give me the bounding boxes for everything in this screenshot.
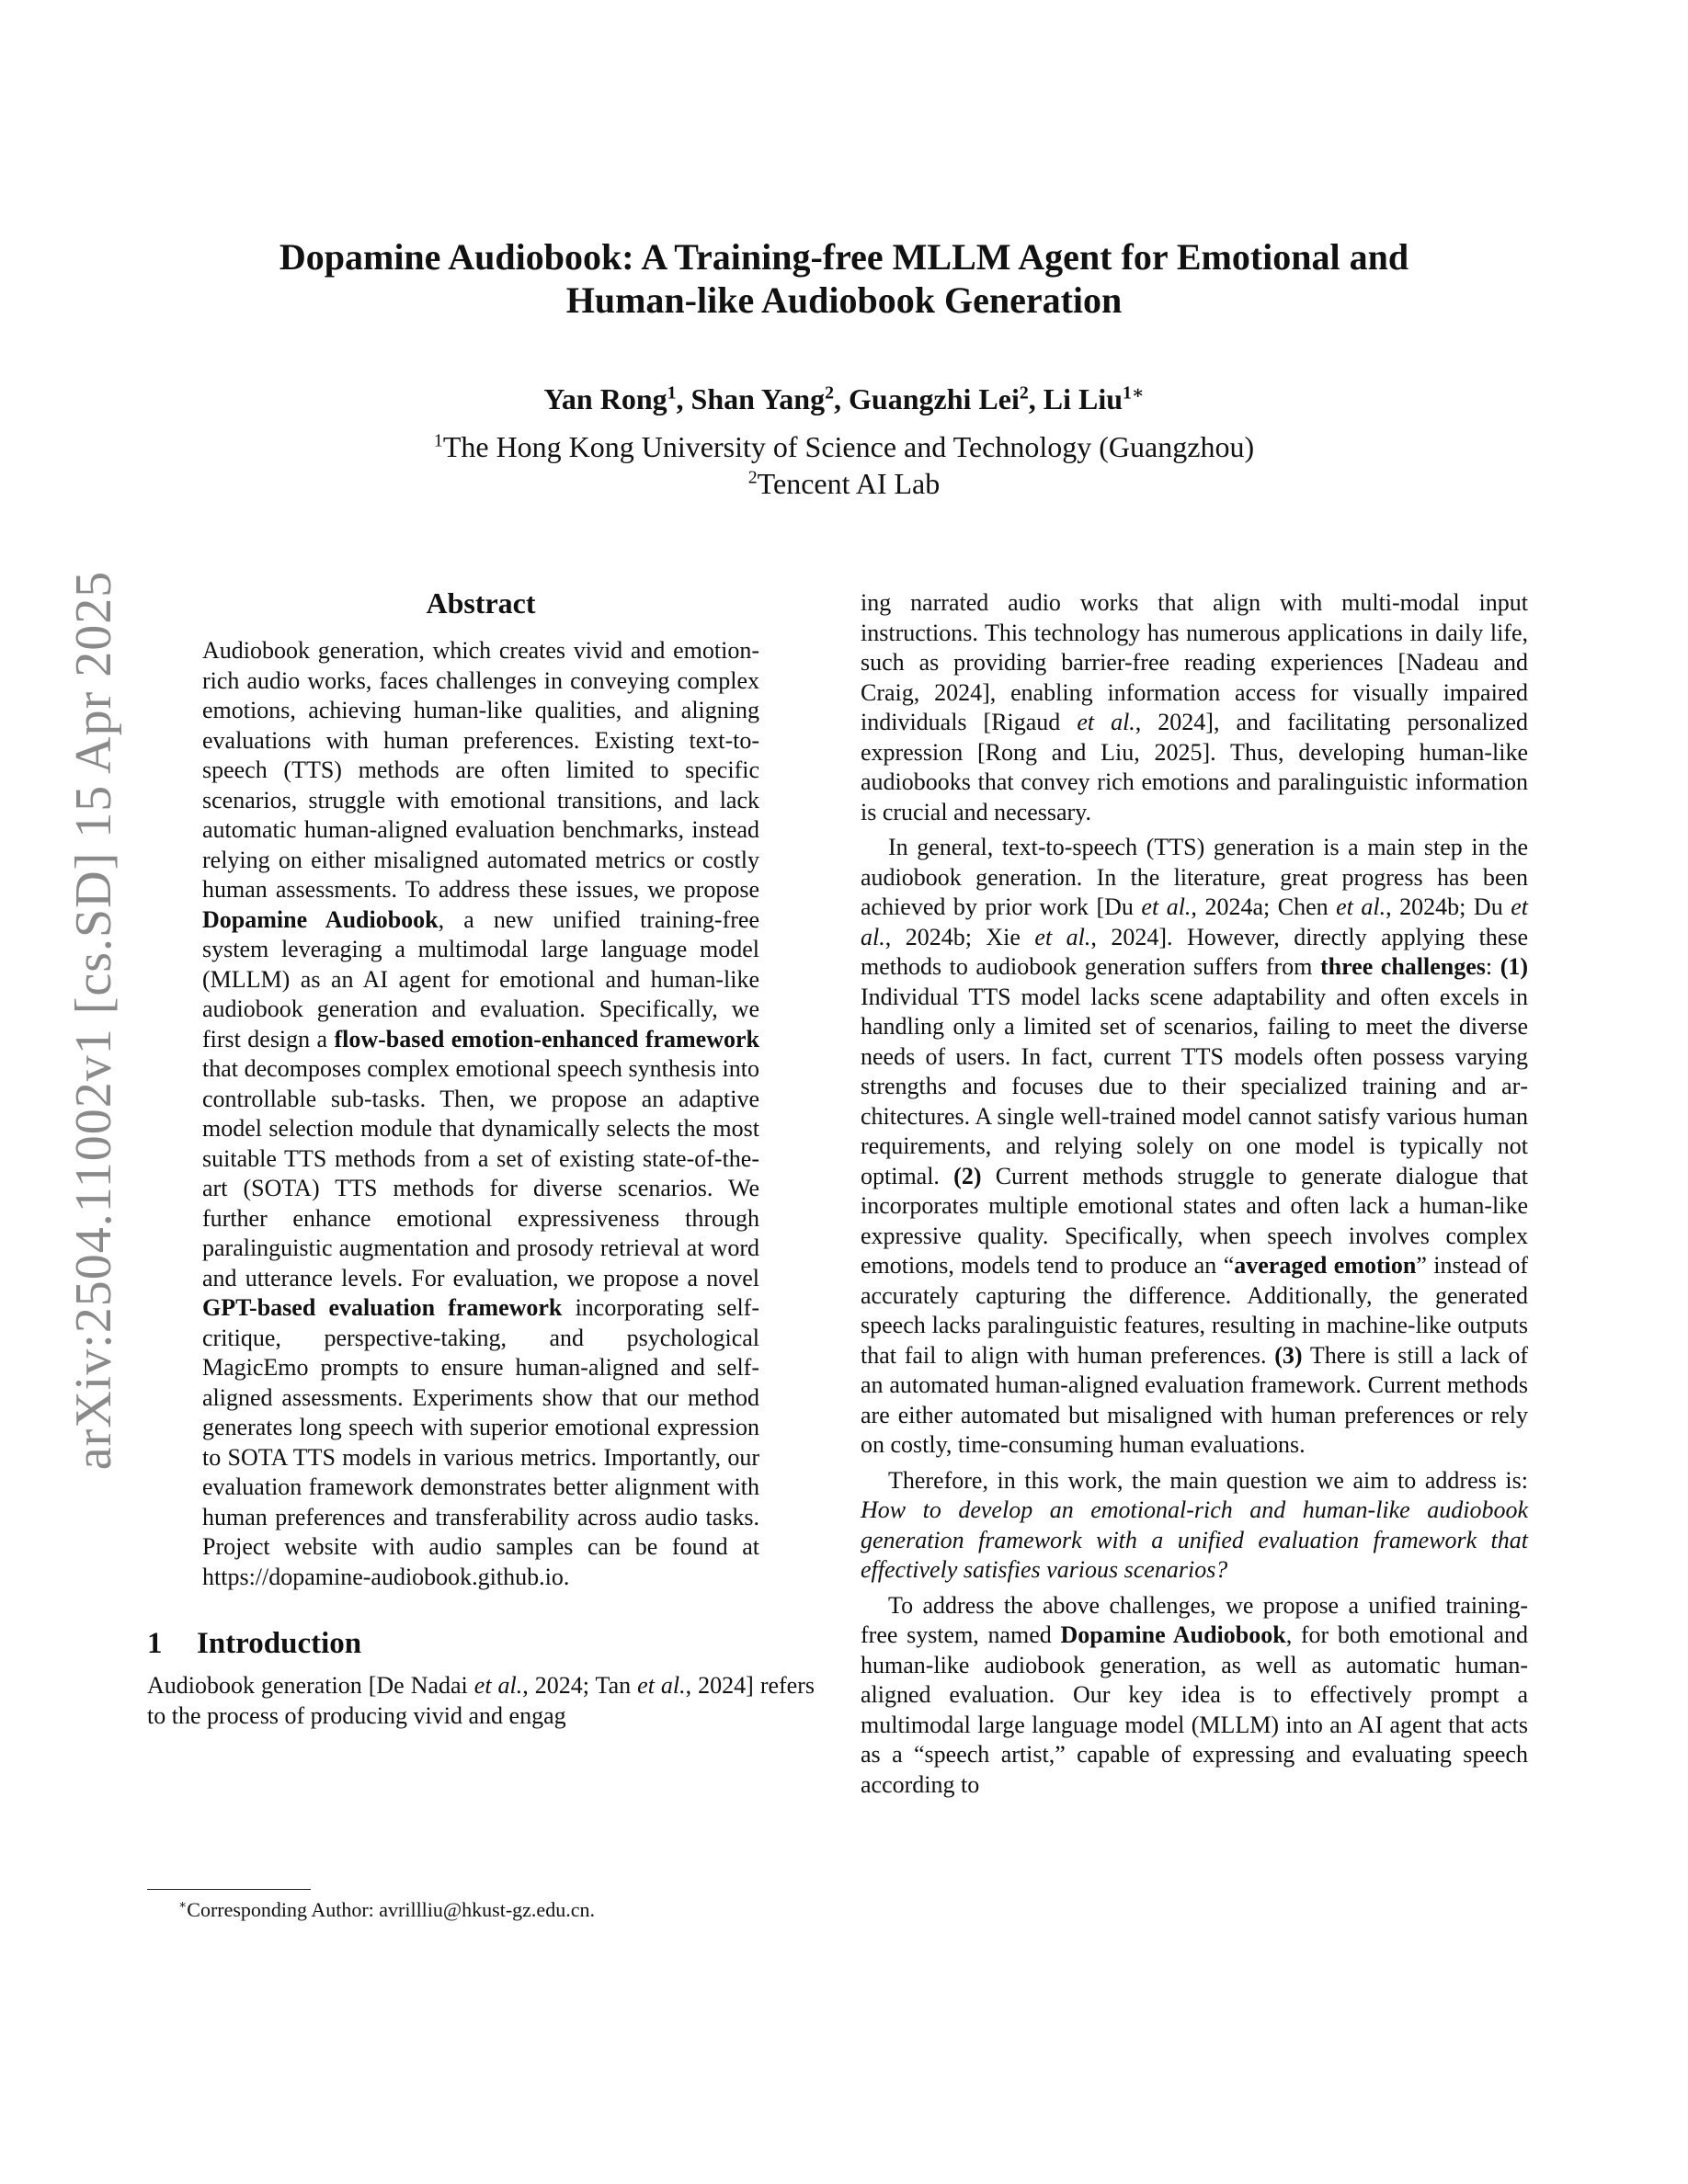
text-run: , 2024], and facilitating personalized expression [Rong and Liu, 2025]. Thus, developing human-like audiobooks that convey rich emotions and paralinguistic information is crucial and necessary. — [861, 709, 1528, 825]
paragraph — [861, 833, 1528, 1461]
abstract-bold: flow-based emotion-enhanced framework — [334, 1025, 759, 1052]
footnote-rule — [147, 1889, 311, 1890]
text-italic: et al. — [1034, 923, 1091, 950]
arxiv-id: arXiv:2504.11002v1 [cs.SD] 15 Apr 2025 — [65, 570, 122, 1471]
research-question: How to develop an emotional-rich and human-like audiobook generation framework with a unified evaluation framework that effectively satisfies various scenarios? — [861, 1496, 1528, 1583]
author-sup: 2 — [1019, 382, 1029, 404]
paper-title — [147, 235, 1541, 322]
author-sup: 1 — [667, 382, 677, 404]
text-bold: three challenges — [1319, 953, 1486, 980]
text-bold: (3) — [1274, 1341, 1303, 1369]
text-run: , 2024b; Xie — [884, 923, 1035, 950]
text-run: Therefore, in this work, the main question we aim to address is: — [888, 1466, 1528, 1494]
footnote-mark: ∗ — [178, 1897, 188, 1912]
text-italic: et al. — [1077, 709, 1135, 735]
text-run: To address the above challenges, we propose a unified training-free system, named — [861, 1591, 1528, 1648]
text-run: , 2024]. However, directly applying these methods to audiobook generation suffers from — [861, 923, 1528, 980]
text-run: Audiobook generation [De Nadai — [147, 1672, 474, 1699]
text-run: Individual TTS model lacks scene adaptability and often excels in handling only a limited set of scenarios, failing to meet the diverse needs of users. In fact, current TTS models often possess varying strengths and focuses due to their specialized training and architectures. A single well-trained model cannot satisfy various human requirements, and relying solely on one model is typically not optimal. — [861, 983, 1528, 1189]
author-name: Shan Yang — [690, 382, 826, 415]
title-line-1: Dopamine Audiobook: A Training-free MLLM Agent for Emotional and — [279, 236, 1409, 278]
author-name: Guangzhi Lei — [849, 382, 1020, 415]
text-italic: et al. — [1141, 893, 1192, 920]
section-number: 1 — [147, 1627, 163, 1660]
paragraph — [861, 1466, 1528, 1586]
text-bold: Dopamine Audiobook — [1060, 1621, 1286, 1648]
affiliations — [147, 428, 1541, 502]
footnote — [178, 1897, 595, 1923]
abstract-text — [202, 636, 759, 1592]
text-bold: (1) — [1500, 953, 1529, 980]
section-heading — [147, 1625, 815, 1662]
text-run: : — [1485, 953, 1500, 980]
text-italic: et al. — [1336, 893, 1386, 920]
left-column — [147, 585, 815, 1731]
title-line-2: Human-like Audiobook Generation — [565, 279, 1123, 321]
abstract-run: that decomposes complex emotional speech synthesis into controllable sub-tasks. Then, we propose an adaptive model selection module that dynamically selects the most suitable TTS methods from a set of existing state-of-the-art (SOTA) TTS methods for diverse scenarios. We further enhance emotional expressiveness through paralinguistic augmentation and prosody retrieval at word and utterance levels. For evaluation, we propose a novel — [202, 1055, 759, 1291]
text-run: , 2024] refers to the process of producing vivid and engag — [147, 1672, 815, 1729]
text-italic: et al. — [637, 1672, 686, 1699]
paragraph — [861, 1591, 1528, 1801]
text-run: ing narrated audio works that align with multi-modal input instructions. This technology has numerous applications in daily life, such as providing barrier-free reading experiences [Nadeau and Craig, 2024], enabling information access for visually impaired individuals [Rigaud — [861, 589, 1528, 735]
abstract-bold: Dopamine Audiobook — [202, 905, 439, 933]
author-name: Li Liu — [1043, 382, 1123, 415]
affiliation-name: The Hong Kong University of Science and Technology (Guangzhou) — [442, 430, 1255, 463]
abstract-bold: GPT-based evaluation framework — [202, 1294, 563, 1321]
affiliation — [147, 465, 1541, 502]
text-bold: averaged emotion — [1234, 1252, 1417, 1279]
abstract-run: , a new unified training-free system leveraging a multimodal large language model (MLLM) as an AI agent for emotional and human-like audiobook generation and evaluation. Specifically, we first design a — [202, 905, 759, 1052]
author-name: Yan Rong — [543, 382, 667, 415]
author-sup: 2 — [825, 382, 835, 404]
text-run: , 2024a; Chen — [1191, 893, 1337, 920]
right-column — [861, 588, 1528, 1805]
text-run: ” instead of accurately capturing the difference. Additionally, the generated speech lacks paralinguistic features, resulting in machine-like outputs that fail to align with human preferences. — [861, 1252, 1528, 1369]
text-run: In general, text-to-speech (TTS) generation is a main step in the audiobook generation. In the literature, great progress has been achieved by prior work [Du — [861, 834, 1528, 920]
author-list: Yan Rong$^1$, Shan Yang$^2$, Guangzhi Lei$^2$, Li Liu$^{1∗}$ — [543, 382, 1145, 415]
text-italic: et al. — [861, 893, 1528, 950]
text-bold: (2) — [953, 1162, 982, 1189]
affiliation — [147, 428, 1541, 465]
affiliation-name: Tencent AI Lab — [757, 467, 941, 500]
affiliation-sup: 2 — [747, 467, 758, 488]
footnote-text: Corresponding Author: avrillliu@hkust-gz.edu.cn. — [187, 1898, 595, 1921]
paragraph — [861, 588, 1528, 827]
abstract-run: Audiobook generation, which creates vivid and emotion-rich audio works, faces challenges in conveying complex emotions, achieving human-like qualities, and aligning evaluations with human preferences. Existing text-to-speech (TTS) methods are often limited to specific scenarios, struggle with emotional transitions, and lack automatic human-aligned evaluation benchmarks, instead relying on either misaligned automated metrics or costly human assessments. To address these issues, we propose — [202, 637, 759, 903]
text-italic: et al. — [473, 1672, 523, 1699]
text-run: Current methods struggle to generate dialogue that incorporates multiple emotional states and often lack a human-like expressive quality. Specifically, when speech involves complex emotions, models tend to produce an “ — [861, 1162, 1529, 1279]
section-title: Introduction — [197, 1627, 362, 1660]
text-run: , 2024; Tan — [522, 1672, 638, 1699]
affiliation-sup: 1 — [433, 430, 443, 451]
abstract-run: incorporating self-critique, perspective-taking, and psychological MagicEmo prompts to ensure human-aligned and self-aligned assessments. Experiments show that our method generates long speech with superior emotional expression to SOTA TTS models in various metrics. Importantly, our evaluation framework demonstrates better alignment with human preferences and transferability across audio tasks. Project website with audio samples can be found at https://dopamine-audiobook.github.io. — [202, 1294, 759, 1590]
text-run: , for both emotional and human-like audiobook generation, as well as automatic human-aligned evaluation. Our key idea is to effectively prompt a multimodal large language model (MLLM) into an AI agent that acts as a “speech artist,” capable of expressing and evaluating speech according to — [861, 1621, 1528, 1798]
text-run: , 2024b; Du — [1386, 893, 1511, 920]
text-run: There is still a lack of an automated human-aligned evaluation framework. Current methods are either automated but misaligned with human preferences or rely on costly, time-consuming human evaluations. — [861, 1341, 1528, 1458]
author-sup: 1∗ — [1123, 382, 1145, 404]
intro-text — [147, 1671, 815, 1731]
abstract-heading: Abstract — [426, 586, 536, 620]
